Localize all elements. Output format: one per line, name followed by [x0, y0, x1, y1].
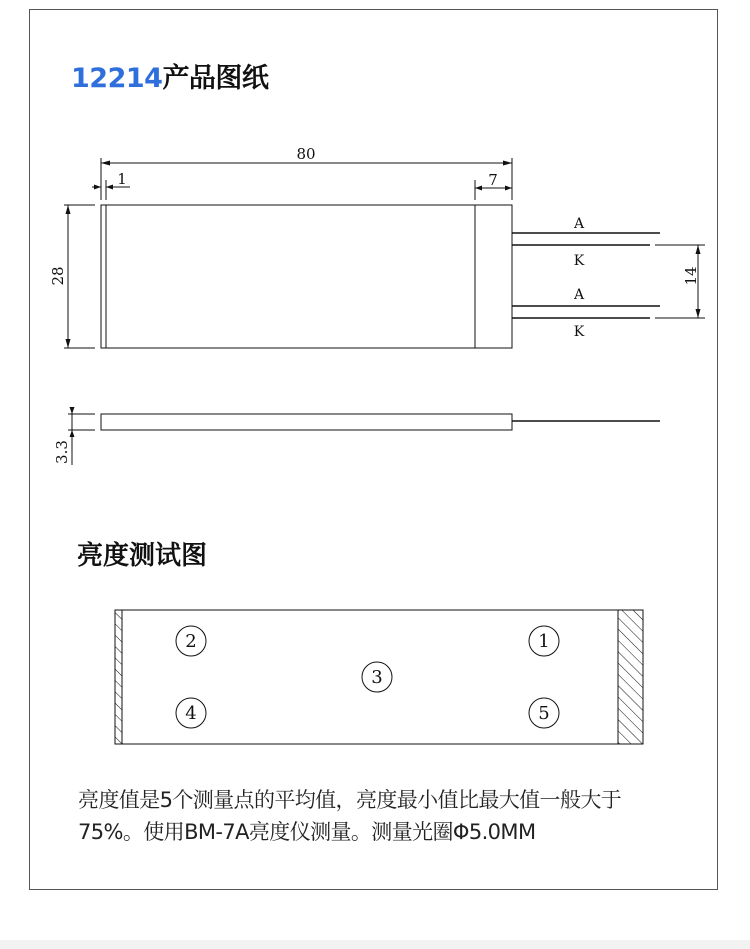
- drawing-number: 12214: [71, 63, 163, 94]
- measurement-description: [78, 784, 708, 848]
- drawing-title-suffix: 产品图纸: [162, 63, 269, 94]
- pin-label-k-2: K: [573, 324, 585, 340]
- brightness-test-title: 亮度测试图: [77, 541, 208, 571]
- dim-thickness-label: 3.3: [53, 440, 71, 464]
- backlight-body-top-view: [101, 205, 512, 348]
- left-hatched-edge: [115, 610, 122, 744]
- dim-right-margin-label: 7: [488, 171, 498, 189]
- test-point-4-label: 4: [185, 703, 197, 724]
- test-point-1-label: 1: [538, 631, 550, 652]
- dim-left-margin-label: 1: [117, 170, 127, 188]
- test-point-5-label: 5: [538, 703, 550, 724]
- brightness-test-diagram: [115, 610, 643, 744]
- test-point-2-label: 2: [185, 631, 197, 652]
- right-hatched-edge: [618, 610, 643, 744]
- pin-label-k-1: K: [573, 253, 585, 269]
- bottom-strip: [0, 940, 750, 949]
- test-point-3-label: 3: [371, 667, 383, 688]
- backlight-body-side-view: [101, 414, 512, 430]
- description-line-2: 75%。使用BM-7A亮度仪测量。测量光圈Φ5.0MM: [78, 820, 536, 844]
- pin-label-a-1: A: [573, 216, 585, 232]
- pin-label-a-2: A: [573, 287, 585, 303]
- dim-height-label: 28: [49, 266, 67, 286]
- description-line-1: 亮度值是5个测量点的平均值，亮度最小值比最大值一般大于: [78, 788, 622, 812]
- dim-length-label: 80: [296, 145, 316, 163]
- dim-pin-spacing-label: 14: [682, 266, 700, 286]
